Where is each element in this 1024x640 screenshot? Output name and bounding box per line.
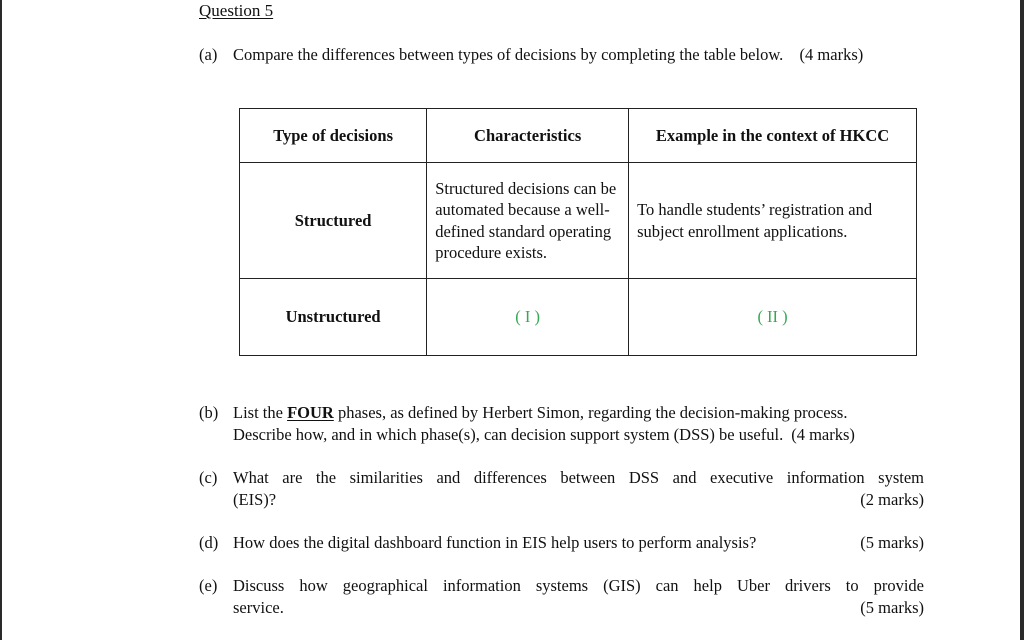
row-type-structured: Structured <box>240 163 427 279</box>
part-d-text <box>233 532 924 554</box>
part-b-label: (b) <box>199 403 219 422</box>
part-b <box>199 402 924 446</box>
part-c-line-2 <box>233 489 924 511</box>
header-example: Example in the context of HKCC <box>629 109 917 163</box>
part-d-label: (d) <box>199 533 219 552</box>
part-e <box>199 575 924 619</box>
part-e-marks: (5 marks) <box>860 598 924 617</box>
header-characteristics: Characteristics <box>427 109 629 163</box>
header-type-of-decisions: Type of decisions <box>240 109 427 163</box>
part-d-line <box>233 532 924 554</box>
part-d <box>199 532 924 554</box>
placeholder-ii: ( II ) <box>629 279 917 356</box>
question-title: Question 5 <box>199 1 274 20</box>
part-a <box>199 44 924 66</box>
structured-example: To handle students’ registration and subject enrollment applications. <box>629 163 917 279</box>
part-a-text <box>233 44 924 66</box>
part-a-question: Compare the differences between types of decisions by completing the table below. <box>233 45 784 64</box>
part-b-line-1 <box>233 402 924 424</box>
structured-characteristics: Structured decisions can be automated because a well-defined standard operating procedure exists. <box>427 163 629 279</box>
page-left-edge <box>0 0 2 640</box>
decision-types-table <box>239 108 917 356</box>
table-row <box>240 163 917 279</box>
part-c-label: (c) <box>199 468 218 487</box>
row-type-unstructured: Unstructured <box>240 279 427 356</box>
part-b-line-2 <box>233 424 924 446</box>
part-e-label: (e) <box>199 576 218 595</box>
part-a-label: (a) <box>199 45 218 64</box>
part-b-marks: (4 marks) <box>791 425 855 444</box>
table-row <box>240 279 917 356</box>
page-right-edge <box>1020 0 1024 640</box>
part-b-emphasis: FOUR <box>287 403 334 422</box>
part-c-line-1: What are the similarities and differences between DSS and executive information system <box>233 468 924 487</box>
table-header-row <box>240 109 917 163</box>
part-e-text <box>233 575 924 619</box>
part-a-marks: (4 marks) <box>799 45 864 64</box>
part-c-line2-text: (EIS)? <box>233 490 277 509</box>
part-b-text <box>233 402 924 446</box>
part-d-question: How does the digital dashboard function in EIS help users to perform analysis? <box>233 533 757 552</box>
placeholder-i: ( I ) <box>427 279 629 356</box>
part-d-marks: (5 marks) <box>860 533 924 552</box>
part-c <box>199 467 924 511</box>
part-e-line-2 <box>233 597 924 619</box>
part-e-line-1: Discuss how geographical information systems (GIS) can help Uber drivers to provide <box>233 576 924 595</box>
part-b-line2-text: Describe how, and in which phase(s), can decision support system (DSS) be useful. <box>233 425 784 444</box>
part-c-text <box>233 467 924 511</box>
part-c-marks: (2 marks) <box>860 490 924 509</box>
part-e-line2-text: service. <box>233 598 284 617</box>
part-b-text-before: List the <box>233 403 288 422</box>
part-b-text-after: phases, as defined by Herbert Simon, regarding the decision-making process. <box>333 403 848 422</box>
